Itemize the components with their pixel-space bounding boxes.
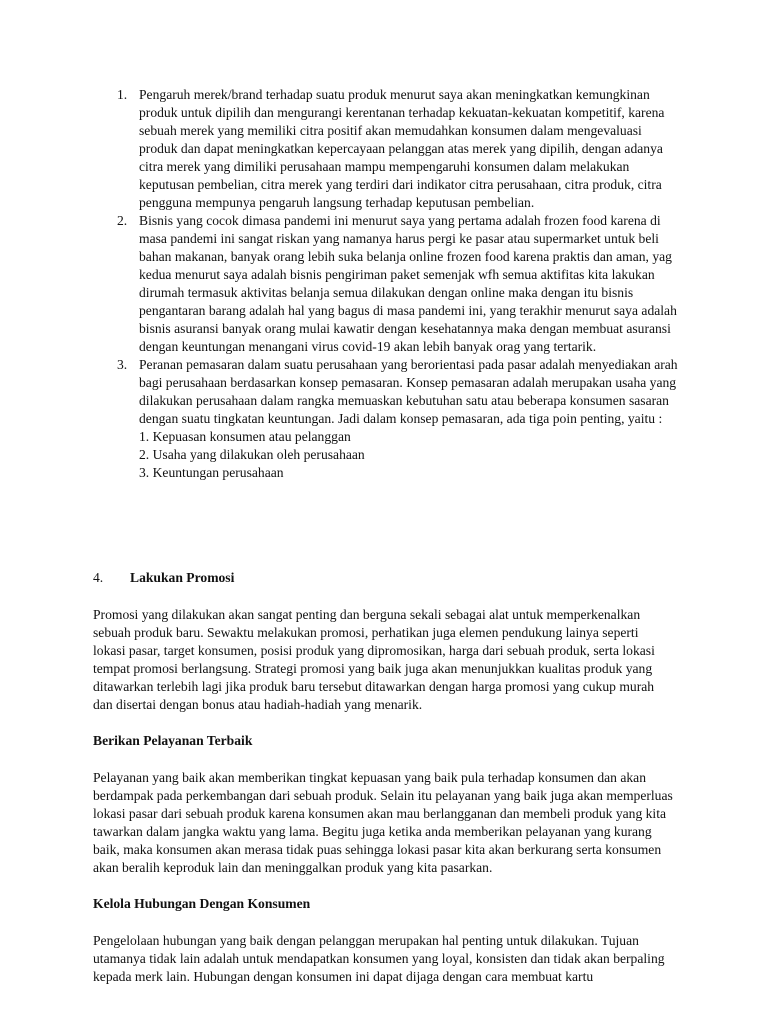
service-paragraph: Pelayanan yang baik akan memberikan tingkat kepuasan yang baik pula terhadap konsumen dan akan berdampak pada perkembangan dari sebuah produk. Selain itu pelayanan yang baik juga akan memperluas lokasi pasar dari sebuah produk karena konsumen akan mau berlangganan dan membeli produk yang kita tawarkan dalam jangka waktu yang lama. Begitu juga ketika anda memberikan pelayanan yang kurang baik, maka konsumen akan merasa tidak puas sehingga lokasi pasar kita akan berkurang serta konsumen akan beralih keproduk lain dan meninggalkan produk yang kita pasarkan. — [93, 770, 673, 875]
sub-point: 1. Kepuasan konsumen atau pelanggan — [139, 429, 351, 444]
section-number: 4. — [93, 570, 104, 585]
list-item — [110, 86, 680, 212]
sub-point: 3. Keuntungan perusahaan — [139, 465, 284, 480]
section-promotion — [93, 569, 673, 986]
sub-point-list — [139, 428, 680, 482]
numbered-answer-list — [110, 86, 680, 482]
relations-heading: Kelola Hubungan Dengan Konsumen — [93, 896, 311, 911]
list-item-text: Peranan pemasaran dalam suatu perusahaan yang berorientasi pada pasar adalah menyediakan arah bagi perusahaan berdasarkan konsep pemasaran. Konsep pemasaran adalah merupakan usaha yang dilakukan perusahaan dalam rangka memuaskan kebutuhan satu atau beberapa konsumen sasaran dengan suatu tingkatan keuntungan. Jadi dalam konsep pemasaran, ada tiga poin penting, yaitu : — [139, 357, 678, 426]
list-item-number: 2. — [117, 213, 128, 228]
section-paragraph: Promosi yang dilakukan akan sangat penting dan berguna sekali sebagai alat untuk memperkenalkan sebuah produk baru. Sewaktu melakukan promosi, perhatikan juga elemen pendukung lainya seperti lokasi pasar, target konsumen, posisi produk yang dipromosikan, harga dari sebuah produk, serta lokasi tempat promosi berlangsung. Strategi promosi yang baik juga akan menunjukkan kualitas produk yang ditawarkan terlebih lagi jika produk baru tersebut ditawarkan dengan harga promosi yang cukup murah dan disertai dengan bonus atau hadiah-hadiah yang menarik. — [93, 607, 655, 712]
service-heading: Berikan Pelayanan Terbaik — [93, 733, 253, 748]
list-item — [110, 356, 680, 482]
list-item-number: 3. — [117, 357, 128, 372]
relations-paragraph: Pengelolaan hubungan yang baik dengan pelanggan merupakan hal penting untuk dilakukan. Tujuan utamanya tidak lain adalah untuk mendapatkan konsumen yang loyal, konsisten dan tidak akan berpaling kepada merk lain. Hubungan dengan konsumen ini dapat dijaga dengan cara membuat kartu — [93, 933, 665, 984]
list-item-number: 1. — [117, 87, 128, 102]
section-heading-line — [93, 569, 673, 587]
list-item-text: Pengaruh merek/brand terhadap suatu produk menurut saya akan meningkatkan kemungkinan produk untuk dipilih dan mengurangi kerentanan terhadap kekuatan-kekuatan kompetitif, karena sebuah merek yang memiliki citra positif akan memudahkan konsumen dalam mengevaluasi produk dan dapat meningkatkan kepercayaan pelanggan atas merek yang dipilih, dengan adanya citra merek yang dimiliki perusahaan mampu mempengaruhi konsumen dalam melakukan keputusan pembelian, citra merek yang terdiri dari indikator citra perusahaan, citra produk, citra pengguna mempunya pengaruh langsung terhadap keputusan pembelian. — [139, 87, 665, 210]
list-item-text: Bisnis yang cocok dimasa pandemi ini menurut saya yang pertama adalah frozen food karena di masa pandemi ini sangat riskan yang namanya harus pergi ke pasar atau supermarket untuk beli bahan makanan, banyak orang lebih suka belanja online frozen food karena praktis dan aman, yag kedua menurut saya adalah bisnis pengiriman paket semenjak wfh semua aktifitas kita lakukan dirumah termasuk aktivitas belanja semua dilakukan dengan online maka dengan itu bisnis pengantaran barang adalah hal yang bagus di masa pandemi ini, yang terakhir menurut saya adalah bisnis asuransi banyak orang mulai kawatir dengan kesehatannya maka dengan membuat asuransi dengan keuntungan menangani virus covid-19 akan lebih banyak orag yang tertarik. — [139, 213, 677, 354]
sub-point: 2. Usaha yang dilakukan oleh perusahaan — [139, 447, 365, 462]
section-heading: Lakukan Promosi — [130, 570, 235, 585]
list-item — [110, 212, 680, 356]
